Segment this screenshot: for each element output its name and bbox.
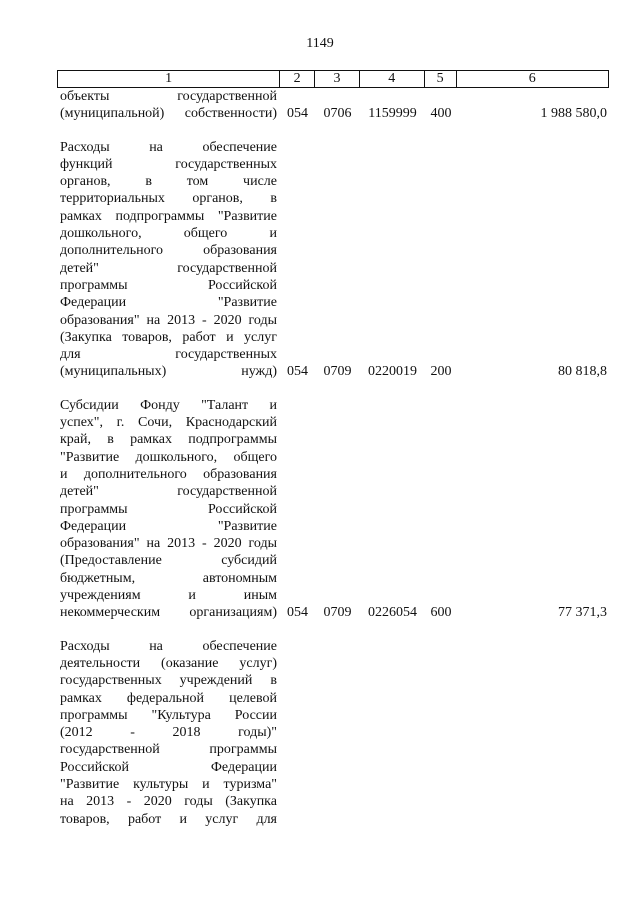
description-line: (2012 - 2018 годы)" [60,725,277,741]
description-line: учреждениям и иным [60,588,277,604]
code-col-2: 054 [287,605,308,621]
description-line: "Развитие дошкольного, общего [60,449,277,465]
row-description [57,638,280,828]
amount: 77 371,3 [558,605,607,621]
description-line: дополнительного образования [60,243,277,259]
description-line: дошкольного, общего и [60,226,277,242]
description-line: программы Российской [60,501,277,517]
description-line: успех", г. Сочи, Краснодарский [60,415,277,431]
description-line: некоммерческим организациям) [60,605,277,621]
header-col-5: 5 [425,71,457,87]
description-line: Расходы на обеспечение [60,139,277,155]
header-col-2: 2 [280,71,315,87]
header-col-3: 3 [315,71,360,87]
description-line: "Развитие культуры и туризма" [60,776,277,792]
description-line: объекты государственной [60,89,277,104]
description-line: Федерации "Развитие [60,518,277,534]
description-line: (муниципальной) собственности) [60,106,277,122]
description-line: товаров, работ и услуг для [60,811,277,827]
row-description [57,397,280,622]
description-line: (Предоставление субсидий [60,553,277,569]
row-gap [57,123,609,139]
row-gap [57,622,609,638]
description-line: Расходы на обеспечение [60,638,277,654]
table-header [57,70,609,88]
row-description [57,88,280,123]
description-line: программы Российской [60,277,277,293]
description-line: функций государственных [60,156,277,172]
table-row [57,638,609,828]
description-line: (Закупка товаров, работ и услуг [60,329,277,345]
description-line: для государственных [60,347,277,363]
row-description [57,139,280,381]
description-line: государственной программы [60,742,277,758]
description-line: программы "Культура России [60,707,277,723]
page-number: 1149 [306,36,334,51]
table-row [57,88,609,123]
amount: 1 988 580,0 [540,106,607,122]
amount: 80 818,8 [558,364,607,380]
table-row [57,397,609,622]
description-line: деятельности (оказание услуг) [60,655,277,671]
code-col-3: 0709 [323,364,352,380]
row-gap [57,381,609,397]
code-col-4: 0220019 [368,364,417,380]
description-line: край, в рамках подпрограммы [60,432,277,448]
table-row [57,139,609,381]
code-col-5: 400 [430,106,452,122]
description-line: образования" на 2013 - 2020 годы [60,536,277,552]
header-col-6: 6 [528,71,536,86]
description-line: Субсидии Фонду "Талант и [60,397,277,413]
description-line: детей" государственной [60,484,277,500]
description-line: детей" государственной [60,260,277,276]
description-line: территориальных органов, в [60,191,277,207]
description-line: и дополнительного образования [60,466,277,482]
code-col-5: 200 [430,364,452,380]
header-col-4: 4 [360,71,425,87]
description-line: (муниципальных) нужд) [60,364,277,380]
code-col-5: 600 [430,605,452,621]
code-col-4: 1159999 [368,106,417,122]
description-line: образования" на 2013 - 2020 годы [60,312,277,328]
code-col-3: 0706 [323,106,352,122]
description-line: Российской Федерации [60,759,277,775]
description-line: бюджетным, автономным [60,570,277,586]
description-line: рамках федеральной целевой [60,690,277,706]
code-col-4: 0226054 [368,605,417,621]
description-line: рамках подпрограммы "Развитие [60,208,277,224]
description-line: на 2013 - 2020 годы (Закупка [60,794,277,810]
code-col-2: 054 [287,106,308,122]
description-line: государственных учреждений в [60,673,277,689]
description-line: Федерации "Развитие [60,295,277,311]
code-col-2: 054 [287,364,308,380]
code-col-3: 0709 [323,605,352,621]
table-body [57,88,609,828]
header-col-1: 1 [58,71,280,87]
description-line: органов, в том числе [60,174,277,190]
